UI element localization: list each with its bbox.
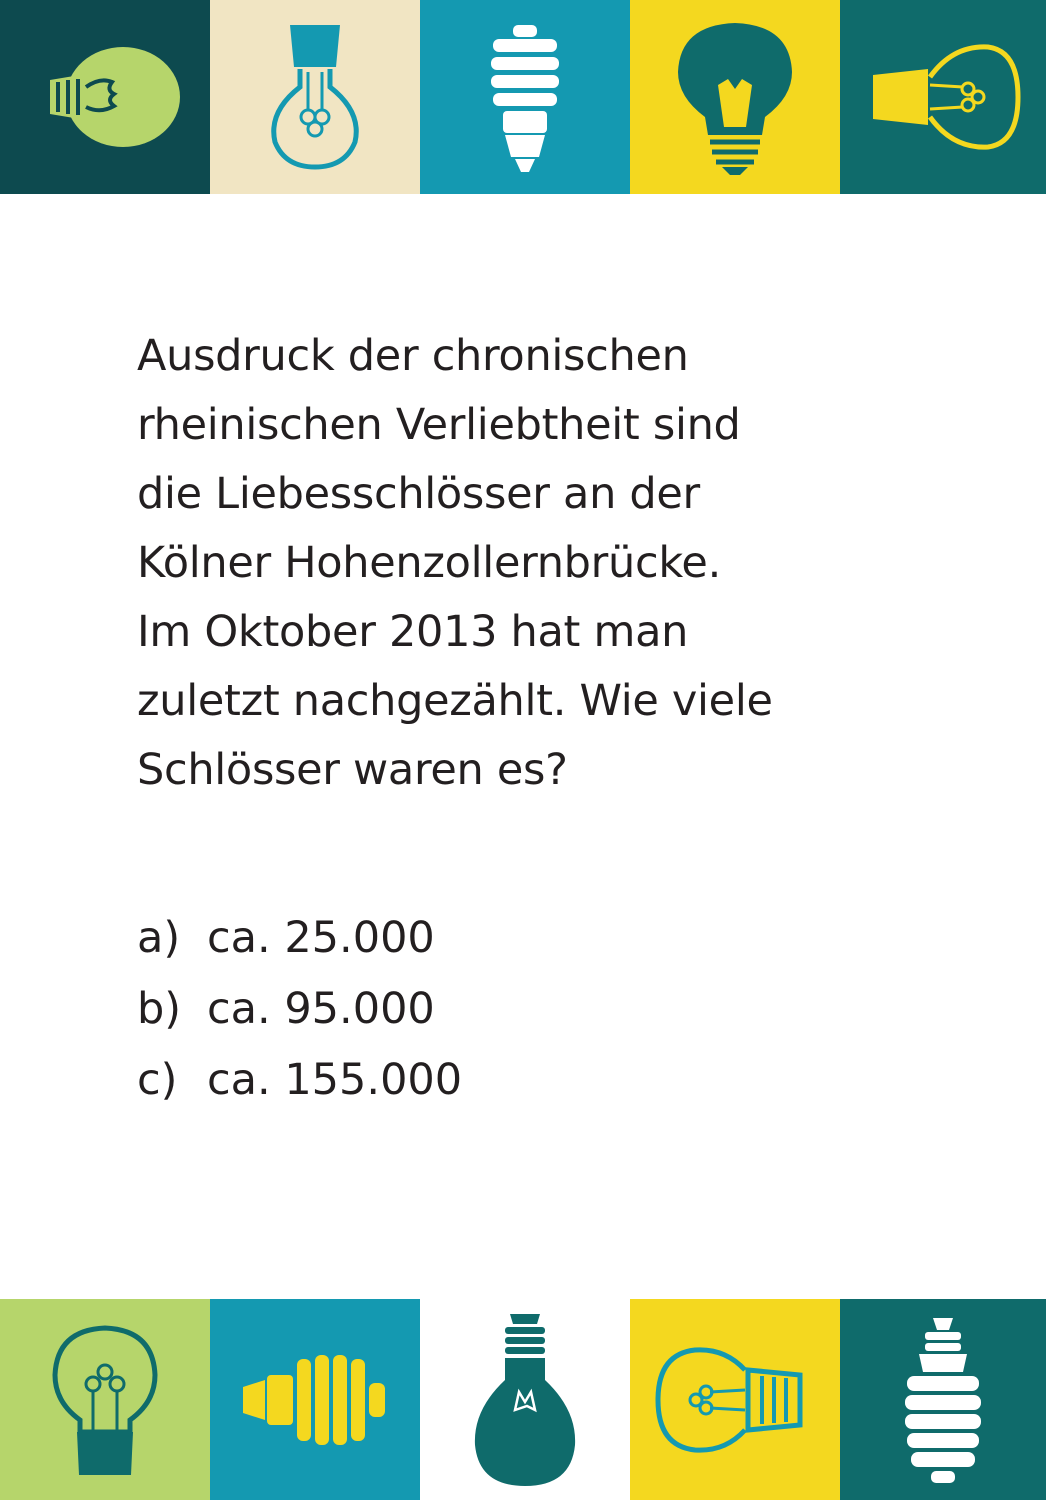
question-line: rheinischen Verliebtheit sind	[137, 400, 741, 450]
bottom-tile-4	[630, 1299, 840, 1500]
bottom-tile-2	[210, 1299, 420, 1500]
top-tile-5	[840, 0, 1046, 194]
answer-option-b[interactable]	[137, 974, 737, 1045]
question-line: Im Oktober 2013 hat man	[137, 607, 689, 657]
spiral-cfl-bulb-sideways-icon	[235, 1345, 395, 1455]
answer-letter: b)	[137, 984, 182, 1034]
answer-option-a[interactable]	[137, 903, 737, 974]
answer-letter: a)	[137, 913, 181, 963]
question-line: die Liebesschlösser an der	[137, 469, 700, 519]
classic-lightbulb-filled-icon	[465, 1310, 585, 1490]
top-tile-2	[210, 0, 420, 194]
classic-lightbulb-icon	[670, 17, 800, 177]
top-tile-4	[630, 0, 840, 194]
lightbulb-sideways-icon	[858, 37, 1028, 157]
answer-text: ca. 95.000	[207, 984, 435, 1034]
top-tile-1	[0, 0, 210, 194]
answer-option-c[interactable]	[137, 1045, 737, 1116]
bottom-tile-3	[420, 1299, 630, 1500]
top-tile-3	[420, 0, 630, 194]
answer-text: ca. 25.000	[207, 913, 435, 963]
question-line: Kölner Hohenzollernbrücke.	[137, 538, 721, 588]
question-line: Ausdruck der chronischen	[137, 331, 689, 381]
question-line: zuletzt nachgezählt. Wie viele	[137, 676, 773, 726]
top-icon-band	[0, 0, 1046, 194]
answer-list	[137, 903, 737, 1116]
question-line: Schlösser waren es?	[137, 745, 568, 795]
spiral-cfl-bulb-icon	[893, 1312, 993, 1487]
bottom-tile-5	[840, 1299, 1046, 1500]
classic-lightbulb-outline-icon	[45, 1320, 165, 1480]
spiral-cfl-bulb-icon	[475, 17, 575, 177]
lightbulb-sideways-icon	[20, 32, 190, 162]
lightbulb-sideways-outline-icon	[650, 1340, 820, 1460]
bottom-icon-band	[0, 1299, 1046, 1500]
hanging-filament-bulb-icon	[260, 17, 370, 177]
answer-letter: c)	[137, 1055, 178, 1105]
bottom-tile-1	[0, 1299, 210, 1500]
answer-text: ca. 155.000	[207, 1055, 463, 1105]
question-text	[137, 322, 937, 805]
